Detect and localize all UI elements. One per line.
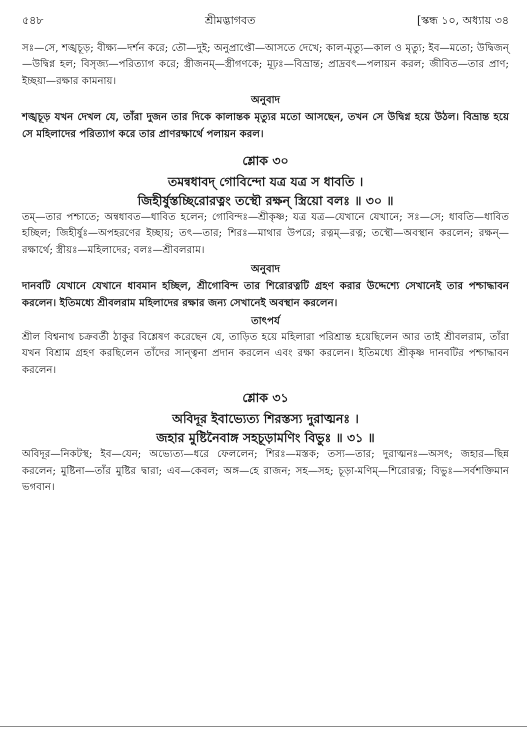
book-title: শ্রীমদ্ভাগবত xyxy=(204,14,256,27)
verse-line: অবিদূর ইবাভ্যেত্য শিরস্তস্য দুরাত্মনঃ । xyxy=(172,411,359,427)
translation-paragraph: শঙ্খচূড় যখন দেখল যে, তাঁরা দুজন তার দিকে কালান্তক মৃত্যুর মতো আসছেন, তখন সে উদ্বিগ্ন হয়ে উঠল। বিভ্রান্ত হয়ে সে মহিলাদের পরিত্যাগ করে তার প্রাণরক্ষার্থে পলায়ন করল। xyxy=(22,111,509,140)
verse-number: শ্লোক ৩১ xyxy=(242,390,289,406)
page-number: ৫৪৮ xyxy=(22,14,44,27)
translation-paragraph: দানবটি যেখানে যেখানে ধাবমান হচ্ছিল, শ্রীগোবিন্দ তার শিরোরত্নটি গ্রহণ করার উদ্দেশ্যে সেখানেই তার পশ্চাদ্ধাবন করলেন। ইতিমধ্যে শ্রীবলরাম মহিলাদের রক্ষার জন্য সেখানেই অবস্থান করলেন। xyxy=(22,280,509,309)
verse-line: জহার মুষ্টিনৈবাঙ্গ সহচূড়ামণিং বিভুঃ ॥ ৩১ ॥ xyxy=(156,430,375,446)
purport-heading: তাৎপর্য xyxy=(251,315,280,328)
purport-paragraph: শ্রীল বিশ্বনাথ চক্রবর্তী ঠাকুর বিশ্লেষণ করেছেন যে, তাড়িত হয়ে মহিলারা পরিশ্রান্ত হয়েছিলেন আর তাই শ্রীবলরাম, তাঁরা যখন বিশ্রাম গ্রহণ করছিলেন তাঁদের সান্ত্বনা প্রদান করলেন এবং রক্ষা করলেন। ইতিমধ্যে শ্রীকৃষ্ণ দানবটির পশ্চাদ্ধাবন করলেন। xyxy=(22,332,509,376)
section-reference: [স্কন্ধ ১০, অধ্যায় ৩৪ xyxy=(416,14,509,27)
synonyms-paragraph: তম্—তার পশ্চাতে; অন্বধাবত—ধাবিত হলেন; গোবিন্দঃ—শ্রীকৃষ্ণ; যত্র যত্র—যেখানে যেখানে; সঃ—সে; ধাবতি—ধাবিত হচ্ছিল; জিহীর্ষুঃ—অপহরণের ইচ্ছায়; তৎ—তার; শিরঃ—মাথার উপরে; রত্নম্—রত্ন; তস্থৌ—অবস্থান করলেন; রক্ষন্—রক্ষার্থে; স্ত্রীয়ঃ—মহিলাদের; বলঃ—শ্রীবলরাম। xyxy=(22,212,509,256)
verse-line: তমন্বধাবদ্ গোবিন্দো যত্র যত্র স ধাবতি । xyxy=(167,174,364,190)
book-page xyxy=(22,12,509,497)
synonyms-paragraph: অবিদূর—নিকটস্থ; ইব—যেন; অভ্যেত্য—ধরে ফেললেন; শিরঃ—মস্তক; তস্য—তার; দুরাত্মনঃ—অসৎ; জহার—ছিন্ন করলেন; মুষ্টিনা—তাঁর মুষ্টির দ্বারা; এব—কেবল; অঙ্গ—হে রাজন; সহ—সহ; চূড়া-মণিম্—শিরোরত্ন; বিভুঃ—সর্বশক্তিমান ভগবান। xyxy=(22,449,509,494)
translation-heading: অনুবাদ xyxy=(251,94,280,107)
page-bottom-rule xyxy=(0,726,527,727)
page-header xyxy=(22,12,509,31)
verse-line: জিহীর্ষুস্তচ্ছিরোরত্নং তস্থৌ রক্ষন্ স্ত্রিয়ো বলঃ ॥ ৩০ ॥ xyxy=(137,193,394,209)
verse-number: শ্লোক ৩০ xyxy=(242,153,289,169)
synonyms-paragraph: সঃ—সে, শঙ্খচূড়; বীক্ষ্য—দর্শন করে; তৌ—দুই; অনুপ্রাপ্তৌ—আসতে দেখে; কাল-মৃত্যু—কাল ও মৃত্যু; ইব—মতো; উদ্বিজন্—উদ্বিগ্ন হল; বিসৃজ্য—পরিত্যাগ করে; স্ত্রীজনম্—স্ত্রীগণকে; মূঢ়ঃ—বিভ্রান্ত; প্রাদ্রবৎ—পলায়ন করল; জীবিত—তার প্রাণ; ইচ্ছয়া—রক্ষার কামনায়। xyxy=(22,43,509,87)
translation-heading: অনুবাদ xyxy=(251,263,280,276)
